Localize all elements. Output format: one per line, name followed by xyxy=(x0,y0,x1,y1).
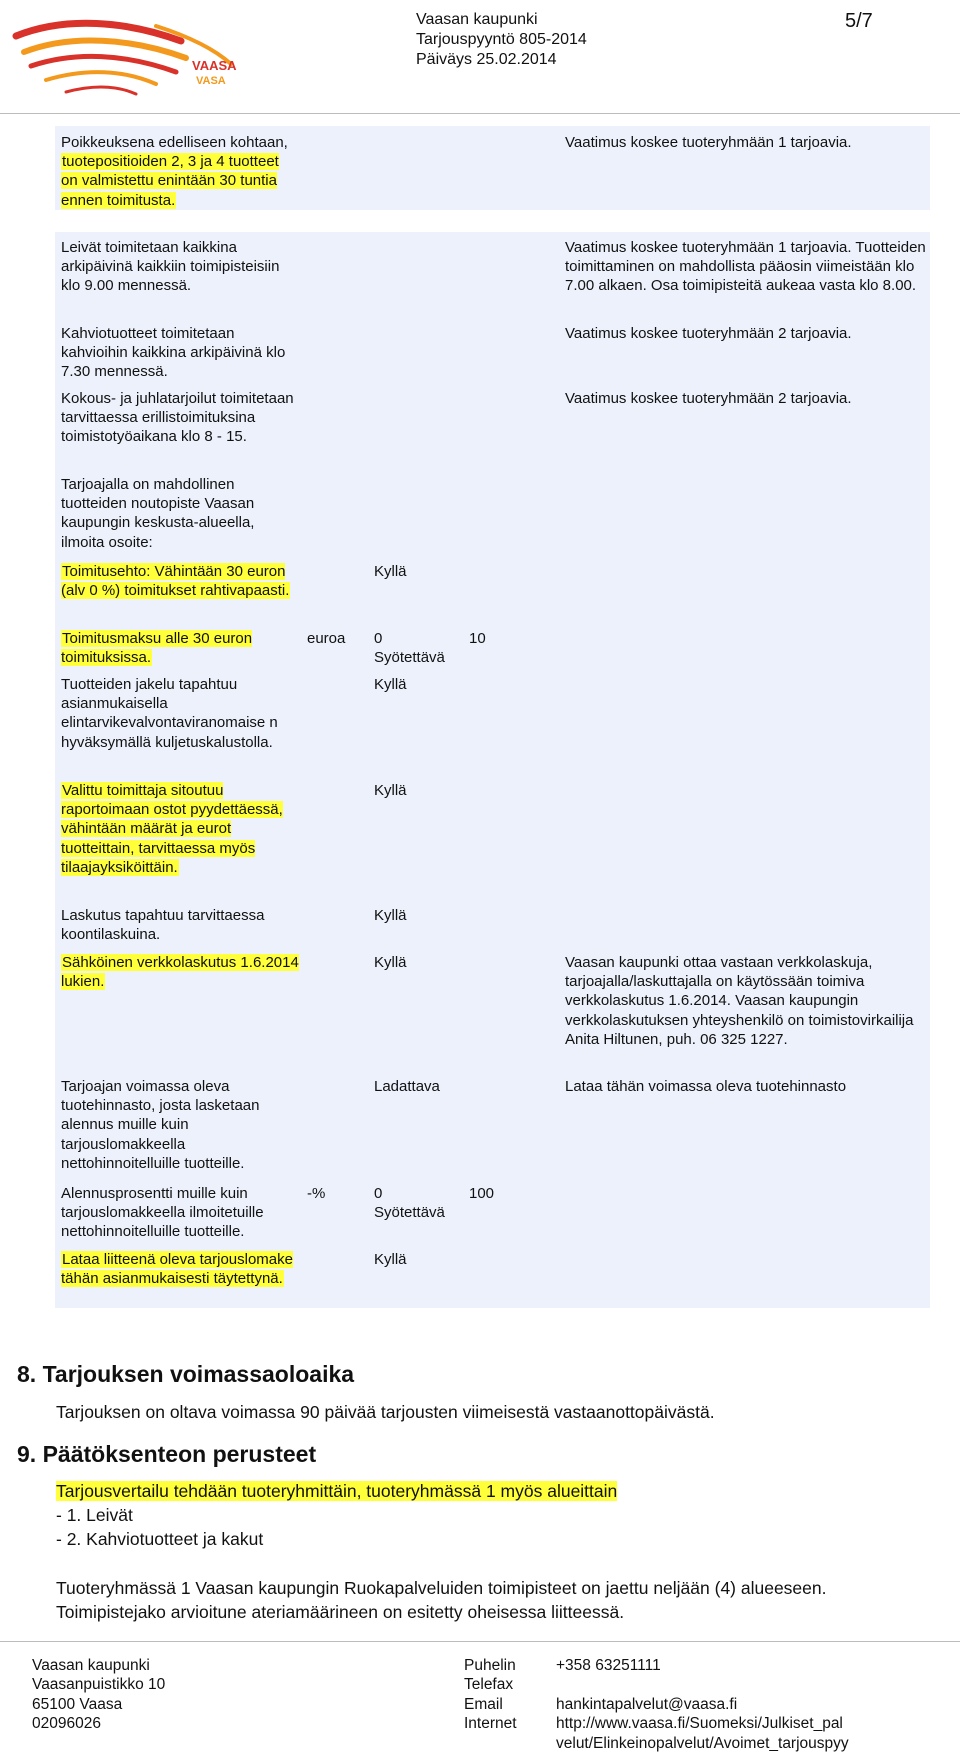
row-note: Vaatimus koskee tuoteryhmään 2 tarjoavia. xyxy=(565,390,852,407)
header-divider xyxy=(0,113,960,114)
svg-text:VASA: VASA xyxy=(196,75,226,87)
row-unit: euroa xyxy=(307,630,346,647)
row-value: Ladattava xyxy=(374,1078,440,1095)
row-unit: -% xyxy=(307,1185,326,1202)
footer-divider xyxy=(0,1641,960,1642)
table-row: Kokous- ja juhlatarjoilut toimitetaan tarvittaessa erillistoimituksina toimistotyöaikana klo 8 - 15. xyxy=(61,390,294,446)
section-heading: 8. Tarjouksen voimassaoloaika xyxy=(17,1361,355,1387)
table-row: Alennusprosentti muille kuin tarjouslomakkeella ilmoitetuille nettohinnoitelluille tuotteille. xyxy=(61,1185,264,1241)
row-note: Vaatimus koskee tuoteryhmään 2 tarjoavia. xyxy=(565,325,852,342)
row-value: Kyllä xyxy=(374,1251,407,1268)
header-org: Vaasan kaupunki xyxy=(416,11,538,28)
vaasa-logo-icon xyxy=(6,6,246,106)
table-row: Kahviotuotteet toimitetaan kahvioihin kaikkina arkipäivinä klo 7.30 mennessä. xyxy=(61,325,286,381)
table-row: Toimitusehto: Vähintään 30 euron (alv 0 %) toimitukset rahtivapaasti. xyxy=(61,563,290,600)
table-row: Lataa liitteenä oleva tarjouslomake tähän asianmukaisesti täytettynä. xyxy=(61,1251,293,1288)
footer-labels: Puhelin Telefax Email Internet xyxy=(464,1657,517,1733)
table-row: Sähköinen verkkolaskutus 1.6.2014 lukien. xyxy=(61,954,299,991)
table-row: Valittu toimittaja sitoutuu raportoimaan ostot pyydettäessä, vähintään määrät ja eurot tuotteittain, tarvittaessa myös tilaajayksiköittäin. xyxy=(61,782,283,876)
row-note: Vaasan kaupunki ottaa vastaan verkkolaskuja, tarjoajalla/laskuttajalla on käytössään toimiva verkkolaskutus 1.6.2014. Vaasan kaupungin verkkolaskutuksen yhteyshenkilö on toimistovirkailija Anita Hiltunen, puh. 06 325 1227. xyxy=(565,954,914,1048)
row-note: Vaatimus koskee tuoteryhmään 1 tarjoavia. xyxy=(565,134,852,151)
header-ref: Tarjouspyyntö 805-2014 xyxy=(416,31,587,48)
row-note: Lataa tähän voimassa oleva tuotehinnasto xyxy=(565,1078,847,1095)
row-note: Vaatimus koskee tuoteryhmään 1 tarjoavia. Tuotteiden toimittaminen on mahdollista pääosin viimeistään klo 7.00 alkaen. Osa toimipisteitä aukeaa vasta klo 8.00. xyxy=(565,239,926,295)
footer-email-link[interactable]: hankintapalvelut@vaasa.fi xyxy=(556,1695,738,1713)
table-row: Leivät toimitetaan kaikkina arkipäivinä kaikkiin toimipisteisiin klo 9.00 mennessä. xyxy=(61,239,280,295)
row-separator xyxy=(55,210,930,232)
row-value: 0 Syötettävä xyxy=(374,630,445,667)
section-text: Tarjouksen on oltava voimassa 90 päivää tarjousten viimeisestä vastaanottopäivästä. xyxy=(56,1402,715,1422)
footer-contacts xyxy=(556,1656,849,1753)
row-value: Kyllä xyxy=(374,954,407,971)
row-value: Kyllä xyxy=(374,563,407,580)
footer-phone: +358 63251111 xyxy=(556,1657,661,1674)
footer-fax xyxy=(556,1675,849,1694)
row-value: Kyllä xyxy=(374,676,407,693)
footer-address: Vaasan kaupunki Vaasanpuistikko 10 65100 Vaasa 02096026 xyxy=(32,1657,166,1733)
list-item: - 2. Kahviotuotteet ja kakut xyxy=(56,1529,264,1549)
table-row: Tarjoajalla on mahdollinen tuotteiden noutopiste Vaasan kaupungin keskusta-alueella, ilmoita osoite: xyxy=(61,476,255,551)
table-row: Toimitusmaksu alle 30 euron toimituksissa. xyxy=(61,630,253,667)
row-max: 100 xyxy=(469,1185,495,1202)
section-heading: 9. Päätöksenteon perusteet xyxy=(17,1441,317,1467)
document-header xyxy=(416,10,587,70)
row-value: Kyllä xyxy=(374,907,407,924)
section-body xyxy=(56,1479,617,1551)
page-number: 5/7 xyxy=(845,10,873,32)
table-row: Tuotteiden jakelu tapahtuu asianmukaisella elintarvikevalvontaviranomaise n hyväksymällä kuljetuskalustolla. xyxy=(61,676,278,751)
logo-text: VAASA xyxy=(192,58,237,73)
highlighted-text: Tarjousvertailu tehdään tuoteryhmittäin, tuoteryhmässä 1 myös alueittain xyxy=(56,1481,618,1501)
table-row: Laskutus tapahtuu tarvittaessa koontilaskuina. xyxy=(61,907,265,944)
header-date: Päiväys 25.02.2014 xyxy=(416,51,557,68)
footer-web-link[interactable]: http://www.vaasa.fi/Suomeksi/Julkiset_pal velut/Elinkeinopalvelut/Avoimet_tarjouspyy xyxy=(556,1715,849,1752)
row-value: 0 Syötettävä xyxy=(374,1185,445,1222)
section-paragraph: Tuoteryhmässä 1 Vaasan kaupungin Ruokapalveluiden toimipisteet on jaettu neljään (4) alueeseen. Toimipistejako arvioitune ateriamäärineen on esitetty oheisessa liitteessä. xyxy=(56,1578,827,1622)
table-row: Tarjoajan voimassa oleva tuotehinnasto, josta lasketaan alennus muille kuin tarjouslomakkeella nettohinnoitelluille tuotteille. xyxy=(61,1078,260,1172)
list-item: - 1. Leivät xyxy=(56,1505,133,1525)
row-max: 10 xyxy=(469,630,486,647)
table-row: Poikkeuksena edelliseen kohtaan, tuotepositioiden 2, 3 ja 4 tuotteet on valmistettu enintään 30 tuntia ennen toimitusta. xyxy=(61,134,288,209)
row-value: Kyllä xyxy=(374,782,407,799)
